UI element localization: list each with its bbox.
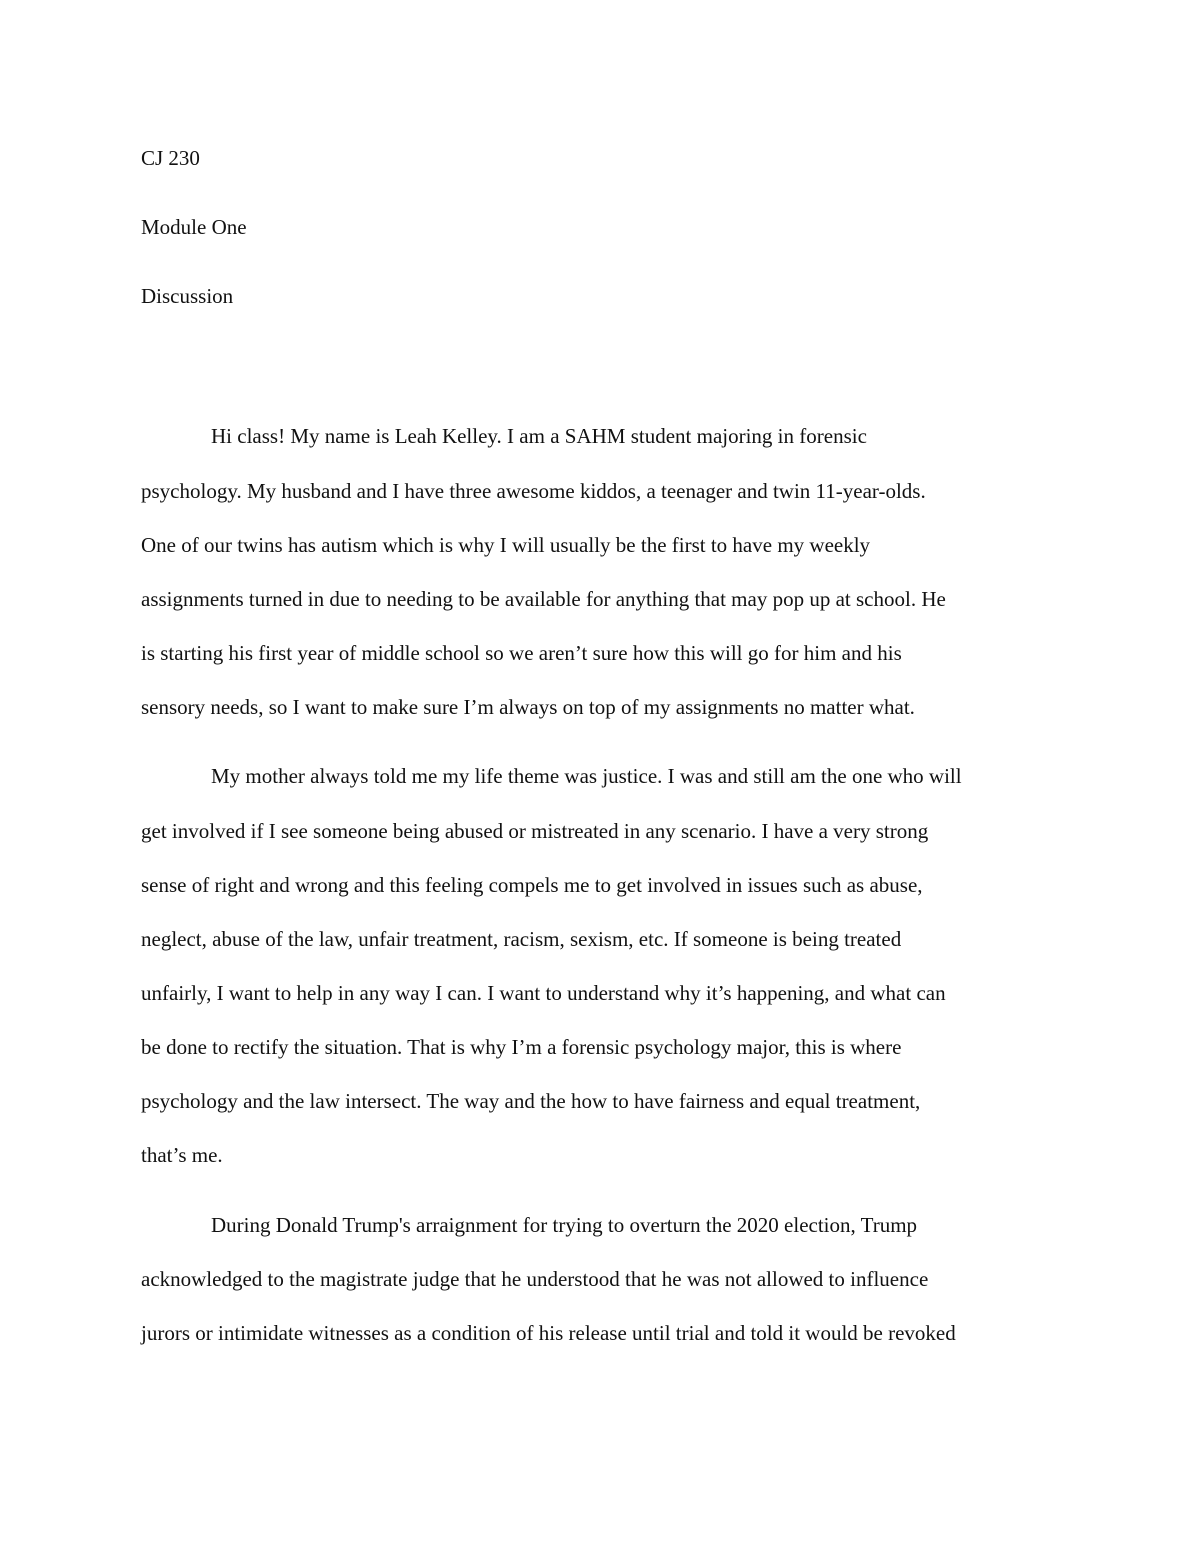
course-code: CJ 230 [141,146,200,170]
paragraph-line: jurors or intimidate witnesses as a condition of his release until trial and told it would be revoked [141,1321,956,1345]
paragraph-line: One of our twins has autism which is why I will usually be the first to have my weekly [141,533,871,557]
paragraph-line: psychology. My husband and I have three awesome kiddos, a teenager and twin 11-year-olds. [141,479,926,503]
paragraph-line: assignments turned in due to needing to be available for anything that may pop up at school. He [141,587,946,611]
paragraph-line: acknowledged to the magistrate judge that he understood that he was not allowed to influence [141,1267,929,1291]
paragraph-line: My mother always told me my life theme was justice. I was and still am the one who will [211,764,962,788]
paragraph-line: that’s me. [141,1143,223,1167]
paragraph-line: psychology and the law intersect. The way and the how to have fairness and equal treatment, [141,1089,921,1113]
paragraph-line: sensory needs, so I want to make sure I’m always on top of my assignments no matter what. [141,695,915,719]
paragraph-line: neglect, abuse of the law, unfair treatment, racism, sexism, etc. If someone is being treated [141,927,902,951]
paragraph-line: is starting his first year of middle school so we aren’t sure how this will go for him and his [141,641,902,665]
paragraph-line: be done to rectify the situation. That is why I’m a forensic psychology major, this is where [141,1035,902,1059]
paragraph-line: During Donald Trump's arraignment for trying to overturn the 2020 election, Trump [211,1213,918,1237]
assignment-title: Discussion [141,284,234,308]
paragraph-line: get involved if I see someone being abused or mistreated in any scenario. I have a very strong [141,819,929,843]
paragraph-line: unfairly, I want to help in any way I can. I want to understand why it’s happening, and what can [141,981,946,1005]
paragraph-line: Hi class! My name is Leah Kelley. I am a SAHM student majoring in forensic [211,424,867,448]
module-title: Module One [141,215,247,239]
paragraph-line: sense of right and wrong and this feeling compels me to get involved in issues such as abuse, [141,873,923,897]
